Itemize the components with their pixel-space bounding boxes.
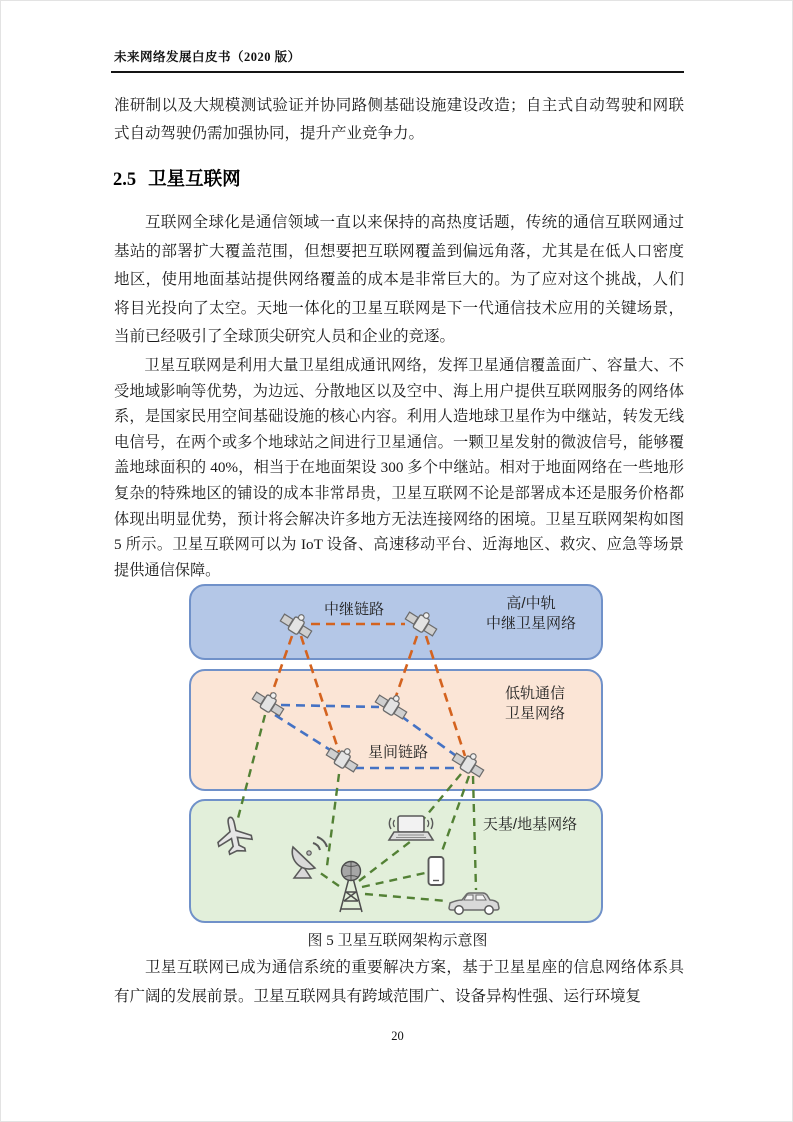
paragraph-1: 互联网全球化是通信领域一直以来保持的高热度话题，传统的通信互联网通过基站的部署扩大覆盖范围，但想要把互联网覆盖到偏远角落，尤其是在低人口密度地区，使用地面基站提供网络覆盖的成本是非常巨大的。为了应对这个挑战，人们将目光投向了太空。天地一体化的卫星互联网是下一代通信技术应用的关键场景，当前已经吸引了全球顶尖研究人员和企业的竞逐。 <box>114 214 684 346</box>
laptop-icon <box>389 816 433 840</box>
ground-link-line <box>237 715 265 822</box>
smartphone-icon <box>429 857 444 885</box>
satellite-dish-icon <box>292 837 327 878</box>
inter-satellite-link-line <box>281 705 379 707</box>
label-leo-network-line1: 低轨通信 <box>504 685 565 702</box>
ground-link-line <box>327 774 339 866</box>
satellite-icon <box>251 685 289 719</box>
label-relay-network-line1: 高/中轨 <box>506 595 556 612</box>
figure-caption: 图 5 卫星互联网架构示意图 <box>307 933 488 949</box>
satellite-icon <box>451 746 489 780</box>
ground-link-line <box>362 873 425 887</box>
section-heading <box>113 165 241 191</box>
cell-tower-icon <box>340 862 362 913</box>
paragraph-continuation: 准研制以及大规模测试验证并协同路侧基础设施建设改造；自主式自动驾驶和网联式自动驾驶仍需加强协同，提升产业竞争力。 <box>114 97 684 142</box>
label-relay-satellite-network <box>459 594 603 634</box>
ground-link-line <box>316 870 339 886</box>
label-inter-satellite-link: 星间链路 <box>367 744 428 761</box>
header-rule <box>111 71 684 73</box>
section-title: 卫星互联网 <box>148 168 241 189</box>
page-number: 20 <box>391 1029 404 1043</box>
relay-link-line <box>395 636 417 699</box>
label-relay-link: 中继链路 <box>323 601 384 618</box>
airplane-icon <box>213 814 254 856</box>
label-ground-network: 天基/地基网络 <box>482 816 578 833</box>
figure-satellite-architecture <box>189 584 609 926</box>
car-icon <box>449 893 499 914</box>
inter-satellite-link-line <box>275 715 335 753</box>
section-number: 2.5 <box>113 170 137 190</box>
paragraph-3: 卫星互联网已成为通信系统的重要解决方案，基于卫星星座的信息网络体系具有广阔的发展前景。卫星互联网具有跨域范围广、设备异构性强、运行环境复 <box>114 959 684 1005</box>
satellite-icon <box>404 605 442 639</box>
header-title: 未来网络发展白皮书（2020 版） <box>114 50 301 64</box>
relay-link-line <box>271 636 292 696</box>
label-leo-satellite-network <box>471 684 599 724</box>
paragraph-2: 卫星互联网是利用大量卫星组成通讯网络，发挥卫星通信覆盖面广、容量大、不受地域影响等优势，为边远、分散地区以及空中、海上用户提供互联网服务的网络体系，是国家民用空间基础设施的核心内容。利用人造地球卫星作为中继站，转发无线电信号，在两个或多个地球站之间进行卫星通信。一颗卫星发射的微波信号，能够覆盖地球面积的 40%，相当于在地面架设 300 多个中继站。相对于地面网络在一些地形复杂的特殊地区的铺设的成本非常昂贵，卫星互联网不论是部署成本还是服务价格都体现出明显优势，预计将会解决许多地方无法连接网络的困境。卫星互联网架构如图 5 所示。卫星互联网可以为 IoT 设备、高速移动平台、近海地区、救灾、应急等场景提供通信保障。 <box>114 357 684 579</box>
ground-link-line <box>421 774 461 822</box>
label-leo-network-line2: 卫星网络 <box>504 705 565 722</box>
label-relay-network-line2: 中继卫星网络 <box>485 615 576 632</box>
ground-link-line <box>365 894 447 901</box>
satellite-icon <box>374 688 412 722</box>
ground-link-line <box>359 838 415 881</box>
